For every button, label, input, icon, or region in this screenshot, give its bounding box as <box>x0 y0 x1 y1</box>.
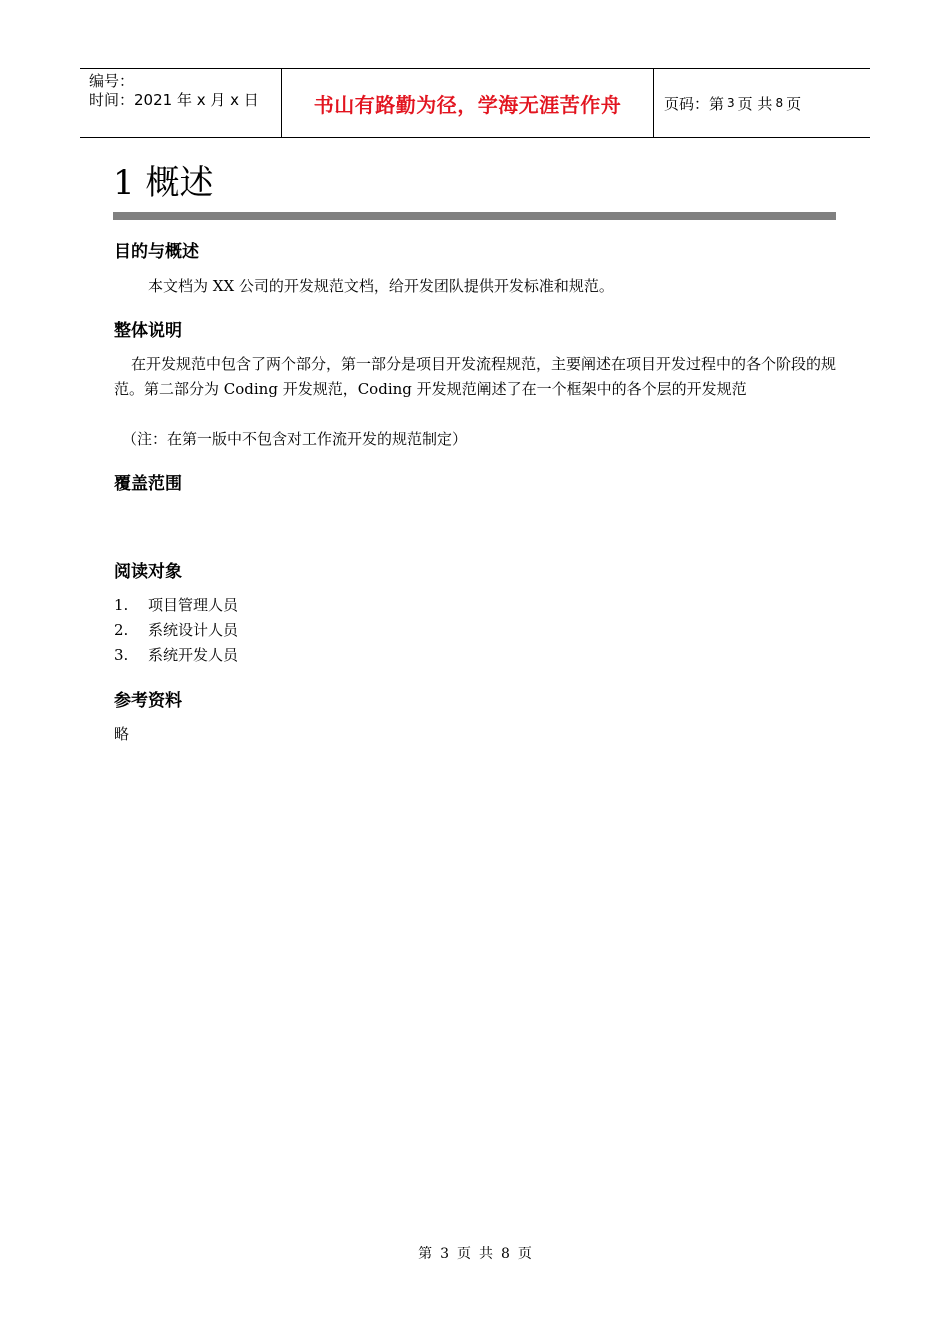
header-page-mid: 页 共 <box>737 94 773 113</box>
header-page-info <box>654 69 870 137</box>
header-page-prefix: 页码：第 <box>664 94 725 113</box>
purpose-paragraph: 本文档为 XX 公司的开发规范文档，给开发团队提供开发标准和规范。 <box>148 277 614 295</box>
list-item-text: 系统设计人员 <box>148 621 239 639</box>
page-footer <box>0 1244 950 1264</box>
list-item <box>114 593 238 618</box>
header-meta <box>80 69 281 137</box>
header-page-total: 8 <box>775 96 784 110</box>
overall-paragraph: 在开发规范中包含了两个部分，第一部分是项目开发流程规范，主要阐述在项目开发过程中的各个阶段的规范。第二部分为 Coding 开发规范，Coding 开发规范阐述了在一个框架中的各个层的开发规范 <box>114 355 837 398</box>
list-item-number: 3. <box>114 646 129 664</box>
section-heading-purpose: 目的与概述 <box>114 242 199 262</box>
header-time-label: 时间：2021 年 x 月 x 日 <box>89 91 259 109</box>
section-heading-references: 参考资料 <box>114 691 182 711</box>
list-item-number: 2. <box>114 621 129 639</box>
section-heading-audience: 阅读对象 <box>114 562 182 582</box>
header-number-label: 编号： <box>89 72 135 90</box>
header-motto: 书山有路勤为径，学海无涯苦作舟 <box>313 92 622 117</box>
section-heading-scope: 覆盖范围 <box>114 474 182 494</box>
header-page-current: 3 <box>727 96 735 110</box>
header-page-suffix: 页 <box>786 94 802 113</box>
footer-total: 8 <box>501 1246 510 1262</box>
list-item-text: 系统开发人员 <box>148 646 239 664</box>
chapter-title: 1 概述 <box>113 163 214 203</box>
references-text: 略 <box>114 725 130 743</box>
section-heading-overall: 整体说明 <box>114 321 182 341</box>
list-item <box>114 643 238 668</box>
footer-mid1: 页 <box>457 1246 471 1262</box>
footer-mid2: 共 <box>479 1246 493 1262</box>
footer-prefix: 第 <box>418 1246 433 1262</box>
list-item <box>114 618 238 643</box>
header-motto-cell <box>281 69 654 137</box>
footer-current: 3 <box>440 1246 449 1262</box>
list-item-text: 项目管理人员 <box>148 596 239 614</box>
page-header <box>80 68 870 138</box>
chapter-divider <box>113 212 836 220</box>
overall-note: （注：在第一版中不包含对工作流开发的规范制定） <box>122 430 468 448</box>
list-item-number: 1. <box>114 596 129 614</box>
footer-suffix: 页 <box>517 1246 532 1262</box>
